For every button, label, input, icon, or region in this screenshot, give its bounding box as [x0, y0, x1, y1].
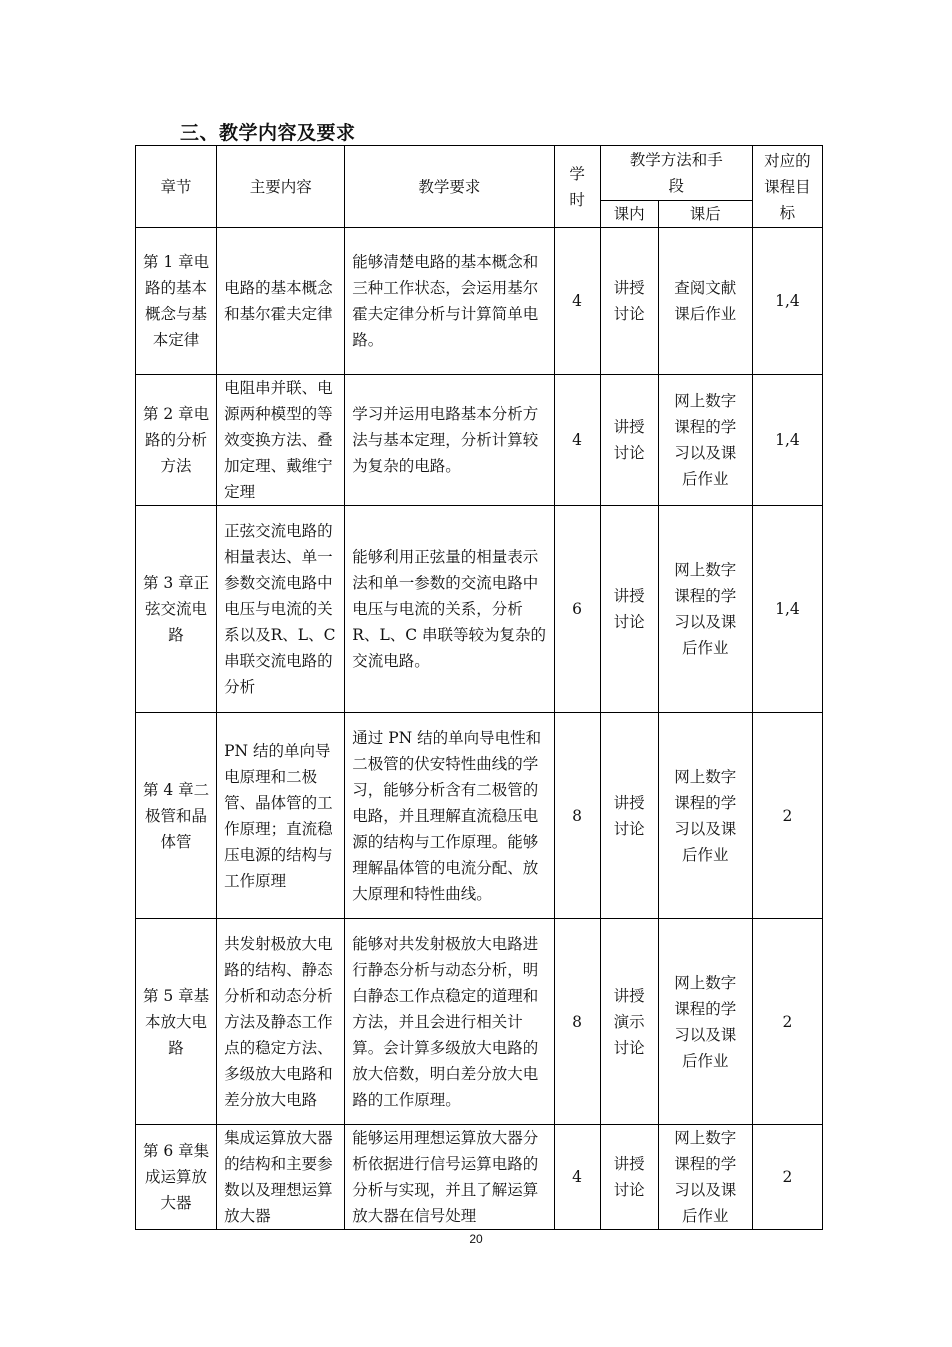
table-row: [136, 506, 823, 713]
table-row: [136, 375, 823, 506]
row-after-class: 网上数字课程的学习以及课后作业: [658, 375, 752, 506]
header-in-class: 课内: [600, 201, 658, 228]
row-chapter: 第 3 章正弦交流电路: [136, 506, 217, 713]
row-chapter: 第 1 章电路的基本概念与基本定律: [136, 228, 217, 375]
page-number: 20: [469, 1232, 483, 1246]
table-row: [136, 713, 823, 919]
row-content: 电阻串并联、电源两种模型的等效变换方法、叠加定理、戴维宁定理: [217, 375, 345, 506]
row-hours: 6: [554, 506, 600, 713]
row-goal: 2: [752, 713, 822, 919]
row-goal: 2: [752, 1125, 822, 1230]
row-goal: 1,4: [752, 375, 822, 506]
row-chapter: 第 6 章集成运算放大器: [136, 1125, 217, 1230]
header-after-class: 课后: [658, 201, 752, 228]
row-content: PN 结的单向导电原理和二极管、晶体管的工作原理；直流稳压电源的结构与工作原理: [217, 713, 345, 919]
row-after-class: 网上数字课程的学习以及课后作业: [658, 919, 752, 1125]
row-goal: 2: [752, 919, 822, 1125]
syllabus-table: [135, 145, 823, 1230]
header-hours: 学时: [554, 146, 600, 228]
row-chapter: 第 2 章电路的分析方法: [136, 375, 217, 506]
header-goal: 对应的课程目标: [752, 146, 822, 228]
header-method-group: 教学方法和手段: [600, 146, 752, 201]
row-requirement: 通过 PN 结的单向导电性和二极管的伏安特性曲线的学习，能够分析含有二极管的电路，并且理解直流稳压电源的结构与工作原理。能够理解晶体管的电流分配、放大原理和特性曲线。: [345, 713, 554, 919]
row-in-class: 讲授演示讨论: [600, 919, 658, 1125]
row-hours: 8: [554, 919, 600, 1125]
row-hours: 8: [554, 713, 600, 919]
table-row: [136, 919, 823, 1125]
row-in-class: 讲授讨论: [600, 228, 658, 375]
row-goal: 1,4: [752, 506, 822, 713]
row-requirement: 能够利用正弦量的相量表示法和单一参数的交流电路中电压与电流的关系，分析 R、L、C 串联等较为复杂的交流电路。: [345, 506, 554, 713]
row-chapter: 第 4 章二极管和晶体管: [136, 713, 217, 919]
row-content: 正弦交流电路的相量表达、单一参数交流电路中电压与电流的关系以及R、L、C 串联交流电路的分析: [217, 506, 345, 713]
row-hours: 4: [554, 228, 600, 375]
header-content: 主要内容: [217, 146, 345, 228]
row-requirement: 能够运用理想运算放大器分析依据进行信号运算电路的分析与实现，并且了解运算放大器在信号处理: [345, 1125, 554, 1230]
row-hours: 4: [554, 375, 600, 506]
row-in-class: 讲授讨论: [600, 1125, 658, 1230]
section-title: 三、教学内容及要求: [180, 122, 356, 144]
row-in-class: 讲授讨论: [600, 713, 658, 919]
table-row: [136, 1125, 823, 1230]
row-hours: 4: [554, 1125, 600, 1230]
row-requirement: 能够对共发射极放大电路进行静态分析与动态分析，明白静态工作点稳定的道理和方法，并且会进行相关计算。会计算多级放大电路的放大倍数，明白差分放大电路的工作原理。: [345, 919, 554, 1125]
table-header-row: [136, 146, 823, 201]
row-after-class: 网上数字课程的学习以及课后作业: [658, 1125, 752, 1230]
row-content: 电路的基本概念和基尔霍夫定律: [217, 228, 345, 375]
row-after-class: 网上数字课程的学习以及课后作业: [658, 713, 752, 919]
row-content: 共发射极放大电路的结构、静态分析和动态分析方法及静态工作点的稳定方法、多级放大电路和差分放大电路: [217, 919, 345, 1125]
header-requirement: 教学要求: [345, 146, 554, 228]
header-chapter: 章节: [136, 146, 217, 228]
row-after-class: 网上数字课程的学习以及课后作业: [658, 506, 752, 713]
row-goal: 1,4: [752, 228, 822, 375]
row-chapter: 第 5 章基本放大电路: [136, 919, 217, 1125]
row-requirement: 学习并运用电路基本分析方法与基本定理，分析计算较为复杂的电路。: [345, 375, 554, 506]
row-in-class: 讲授讨论: [600, 506, 658, 713]
row-content: 集成运算放大器的结构和主要参数以及理想运算放大器: [217, 1125, 345, 1230]
table-row: [136, 228, 823, 375]
row-requirement: 能够清楚电路的基本概念和三种工作状态，会运用基尔霍夫定律分析与计算简单电路。: [345, 228, 554, 375]
row-after-class: 查阅文献课后作业: [658, 228, 752, 375]
row-in-class: 讲授讨论: [600, 375, 658, 506]
